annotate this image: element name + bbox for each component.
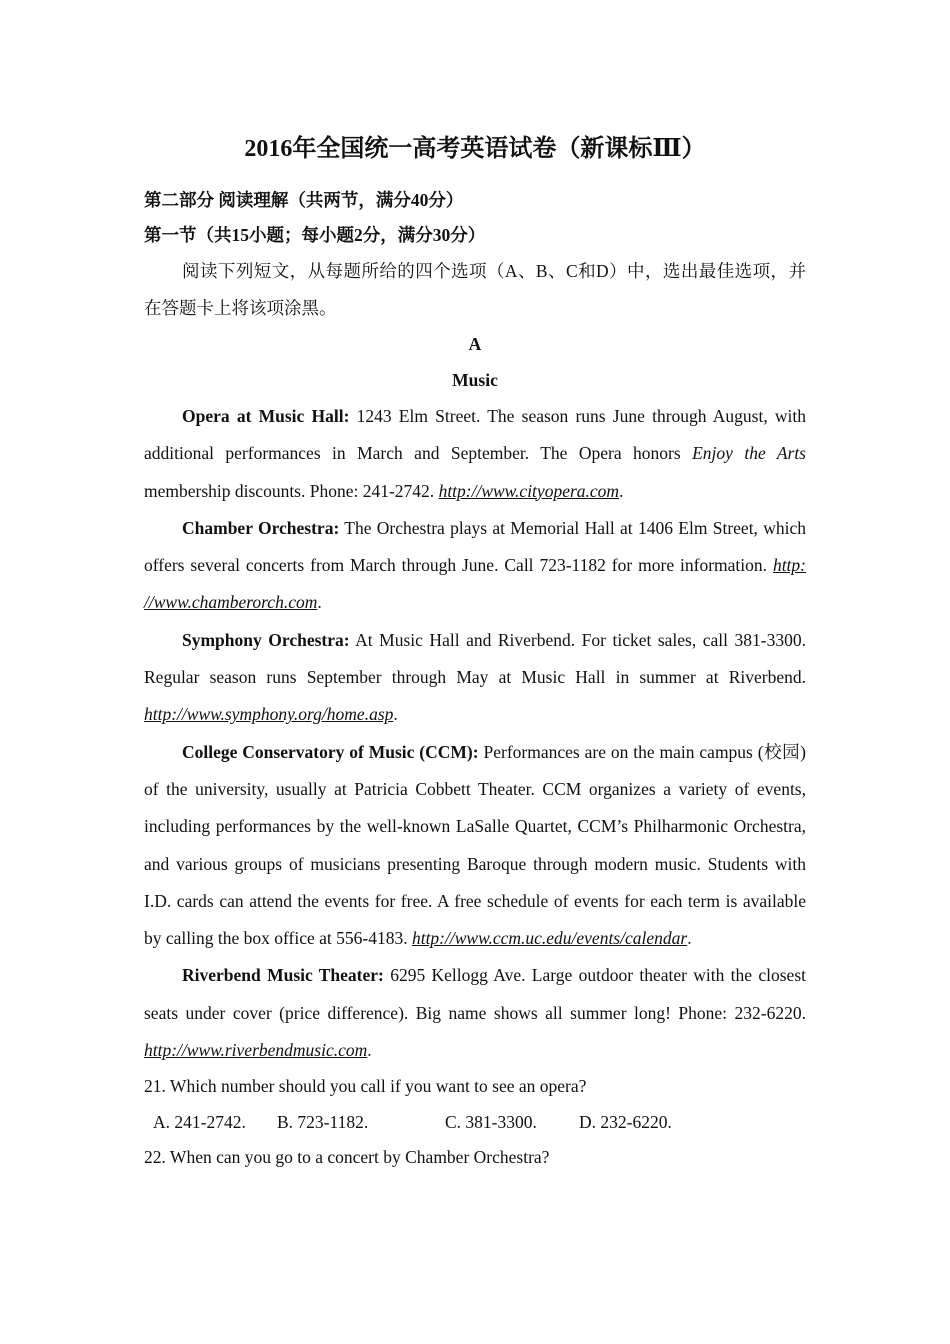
venue-name: College Conservatory of Music (CCM): xyxy=(182,741,479,762)
instruction-text: 阅读下列短文，从每题所给的四个选项（A、B、C和D）中，选出最佳选项，并在答题卡上将该项涂黑。 xyxy=(144,261,806,318)
paragraph-text: At Music Hall and Riverbend. For ticket sales, call 381-3300. Regular season runs September through May at Music Hall in summer at Riverbend. xyxy=(144,629,806,688)
question-22: 22. When can you go to a concert by Chamber Orchestra? xyxy=(144,1147,550,1168)
option-d: D. 232-6220. xyxy=(579,1111,672,1132)
passage-heading: Music xyxy=(452,369,498,390)
paragraph-text: 6295 Kellogg Ave. Large outdoor theater with the closest seats under cover (price difference). Big name shows all summer long! Phone: 232-6220. xyxy=(144,965,806,1023)
riverbend-link[interactable]: http://www.riverbendmusic.com xyxy=(144,1040,368,1061)
venue-name: Chamber Orchestra: xyxy=(182,517,340,538)
content-flow xyxy=(144,183,806,1176)
page-title: 2016年全国统一高考英语试卷（新课标Ⅲ） xyxy=(244,136,706,162)
opera-link[interactable]: http://www.cityopera.com xyxy=(438,480,620,501)
option-b: B. 723-1182. xyxy=(277,1111,369,1132)
paragraph-text: The Orchestra plays at Memorial Hall at 1406 Elm Street, which offers several concerts from March through June. Call 723-1182 for more information. xyxy=(144,517,807,576)
passage-letter: A xyxy=(468,334,482,354)
option-a: A. 241-2742. xyxy=(153,1111,246,1132)
paragraph-text: 1243 Elm Street. The season runs June through August, with additional performances in March and September. The Opera honors xyxy=(144,406,806,464)
question-21: 21. Which number should you call if you want to see an opera? xyxy=(144,1076,587,1097)
paragraph-ccm: College Conservatory of Music (CCM): Performances are on the main campus (校园) of the university, usually at Patricia Cobbett Theater. CCM organizes a variety of events, including performances by the well-known LaSalle Quartet, CCM’s Philharmonic Orchestra, and various groups of musicians presenting Baroque through modern music. Students with I.D. cards can attend the events for free. A free schedule of events for each term is available by calling the box office at 556-4183. http://www.ccm.uc.edu/events/calendar. xyxy=(144,741,806,949)
ccm-link[interactable]: http://www.ccm.uc.edu/events/calendar xyxy=(411,928,688,949)
paragraph-opera: Opera at Music Hall: 1243 Elm Street. The season runs June through August, with additional performances in March and September. The Opera honors Enjoy the Arts membership discounts. Phone: 241-2742. http://www.cityopera.com. xyxy=(144,406,806,501)
paragraph-text: Performances are on the main campus (校园) of the university, usually at Patricia Cobbett Theater. CCM organizes a variety of events, including performances by the well-known LaSalle Quartet, CCM’s Philharmonic Orchestra, and various groups of musicians presenting Baroque through modern music. Students with I.D. cards can attend the events for free. A free schedule of events for each term is available by calling the box office at 556-4183. xyxy=(144,741,806,949)
part-heading: 第二部分 阅读理解（共两节，满分40分） xyxy=(144,190,464,210)
paragraph-chamber: Chamber Orchestra: The Orchestra plays at Memorial Hall at 1406 Elm Street, which offers several concerts from March through June. Call 723-1182 for more information. http: //www.chamberorch.com. xyxy=(144,517,807,613)
program-name: Enjoy the Arts xyxy=(692,443,806,464)
question-21-options xyxy=(144,1105,806,1141)
paragraph-riverbend: Riverbend Music Theater: 6295 Kellogg Ave. Large outdoor theater with the closest seats under cover (price difference). Big name shows all summer long! Phone: 232-6220. http://www.riverbendmusic.com. xyxy=(144,965,806,1061)
chamber-link[interactable]: //www.chamberorch.com xyxy=(144,592,318,613)
option-c: C. 381-3300. xyxy=(445,1111,537,1132)
paragraph-text: membership discounts. Phone: 241-2742. xyxy=(144,480,439,501)
section-heading: 第一节（共15小题；每小题2分，满分30分） xyxy=(144,225,486,245)
paragraph-symphony: Symphony Orchestra: At Music Hall and Riverbend. For ticket sales, call 381-3300. Regular season runs September through May at Music Hall in summer at Riverbend. http://www.symphony.org/home.asp. xyxy=(144,629,806,725)
venue-name: Riverbend Music Theater: xyxy=(182,965,384,986)
symphony-link[interactable]: http://www.symphony.org/home.asp xyxy=(144,704,394,725)
venue-name: Opera at Music Hall: xyxy=(182,406,350,426)
chamber-link[interactable]: http: xyxy=(772,555,806,576)
venue-name: Symphony Orchestra: xyxy=(182,629,350,650)
